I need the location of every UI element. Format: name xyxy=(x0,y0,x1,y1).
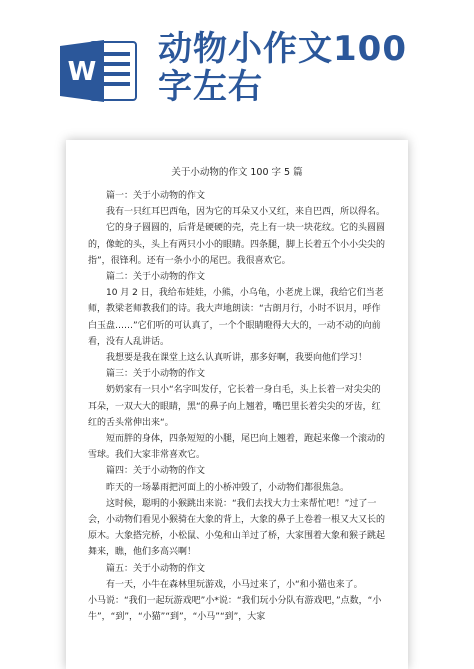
page-title xyxy=(158,30,458,106)
document-page xyxy=(66,140,408,669)
paragraph: 短而胖的身体，四条短短的小腿，尾巴向上翘着，跑起来像一个滚动的雪球。我们大家非常喜欢它。 xyxy=(88,434,386,461)
word-icon-letter: W xyxy=(67,57,97,87)
page-title-line-1: 动物小作文100 xyxy=(158,29,407,69)
document-content xyxy=(66,178,408,625)
paragraph: 奶奶家有一只小“名字叫发仔，它长着一身白毛，头上长着一对尖尖的耳朵，一双大大的眼睛，黑“的鼻子向上翘着，嘴巴里长着尖尖的牙齿，红红的舌头常伸出来“。 xyxy=(88,385,381,428)
paragraph: 10 月 2 日，我给布娃娃，小熊，小乌龟，小老虎上课，我给它们当老师，教梁老师教我们的诗。我大声地朗读：“古朗月行，小时不识月，呼作白玉盘……”它们听的可认真了，一个个眼睛瞪得大大的，一动不动的向前看，没有人乱讲话。 xyxy=(88,288,384,347)
section-heading: 篇一：关于小动物的作文 xyxy=(106,191,206,201)
word-icon xyxy=(60,38,138,104)
paragraph: 有一天，小牛在森林里玩游戏，小马过来了，小“和小猫也来了。 xyxy=(106,579,363,590)
document-title: 关于小动物的作文 100 字 5 篇 xyxy=(171,167,303,178)
header xyxy=(0,0,474,120)
paragraph: 小马说：“我们一起玩游戏吧”小*说：“我们玩小分队有游戏吧，”点数，“小牛”，“到”，“小猫”“到”，“小马”“到”，大家 xyxy=(88,596,382,623)
paragraph: 我想要是我在课堂上这么认真听讲，那多好啊，我要向他们学习！ xyxy=(106,353,368,364)
section-heading: 篇五：关于小动物的作文 xyxy=(106,563,206,574)
section-heading: 篇三：关于小动物的作文 xyxy=(106,369,206,380)
paragraph: 它的身子圆圆的，后背是硬硬的壳，壳上有一块一块花纹。它的头圆圆的，像蛇的头，头上有两只小小的眼睛。四条腿，脚上长着五个小小尖尖的指”，很锋利。还有一条小小的尾巴。我很喜欢它。 xyxy=(88,223,386,266)
paragraph: 昨天的一场暴雨把河面上的小桥冲毁了，小动物们都很焦急。 xyxy=(106,482,350,493)
section-heading: 篇四：关于小动物的作文 xyxy=(106,466,206,477)
paragraph: 我有一只红耳巴西龟，因为它的耳朵又小又红，来自巴西，所以得名。 xyxy=(106,207,386,218)
paragraph: 这时候，聪明的小猴跳出来说：“我们去找大力士来帮忙吧！”过了一会，小动物们看见小猴骑在大象的背上，大象的鼻子上卷着一根又大又长的原木。大象搭完桥，小松鼠、小兔和山羊过了桥，大家围着大象和猴子跳起舞来，瞧，他们多高兴啊！ xyxy=(88,498,386,558)
section-heading: 篇二：关于小动物的作文 xyxy=(106,272,206,283)
page-title-line-2: 字左右 xyxy=(158,67,263,107)
